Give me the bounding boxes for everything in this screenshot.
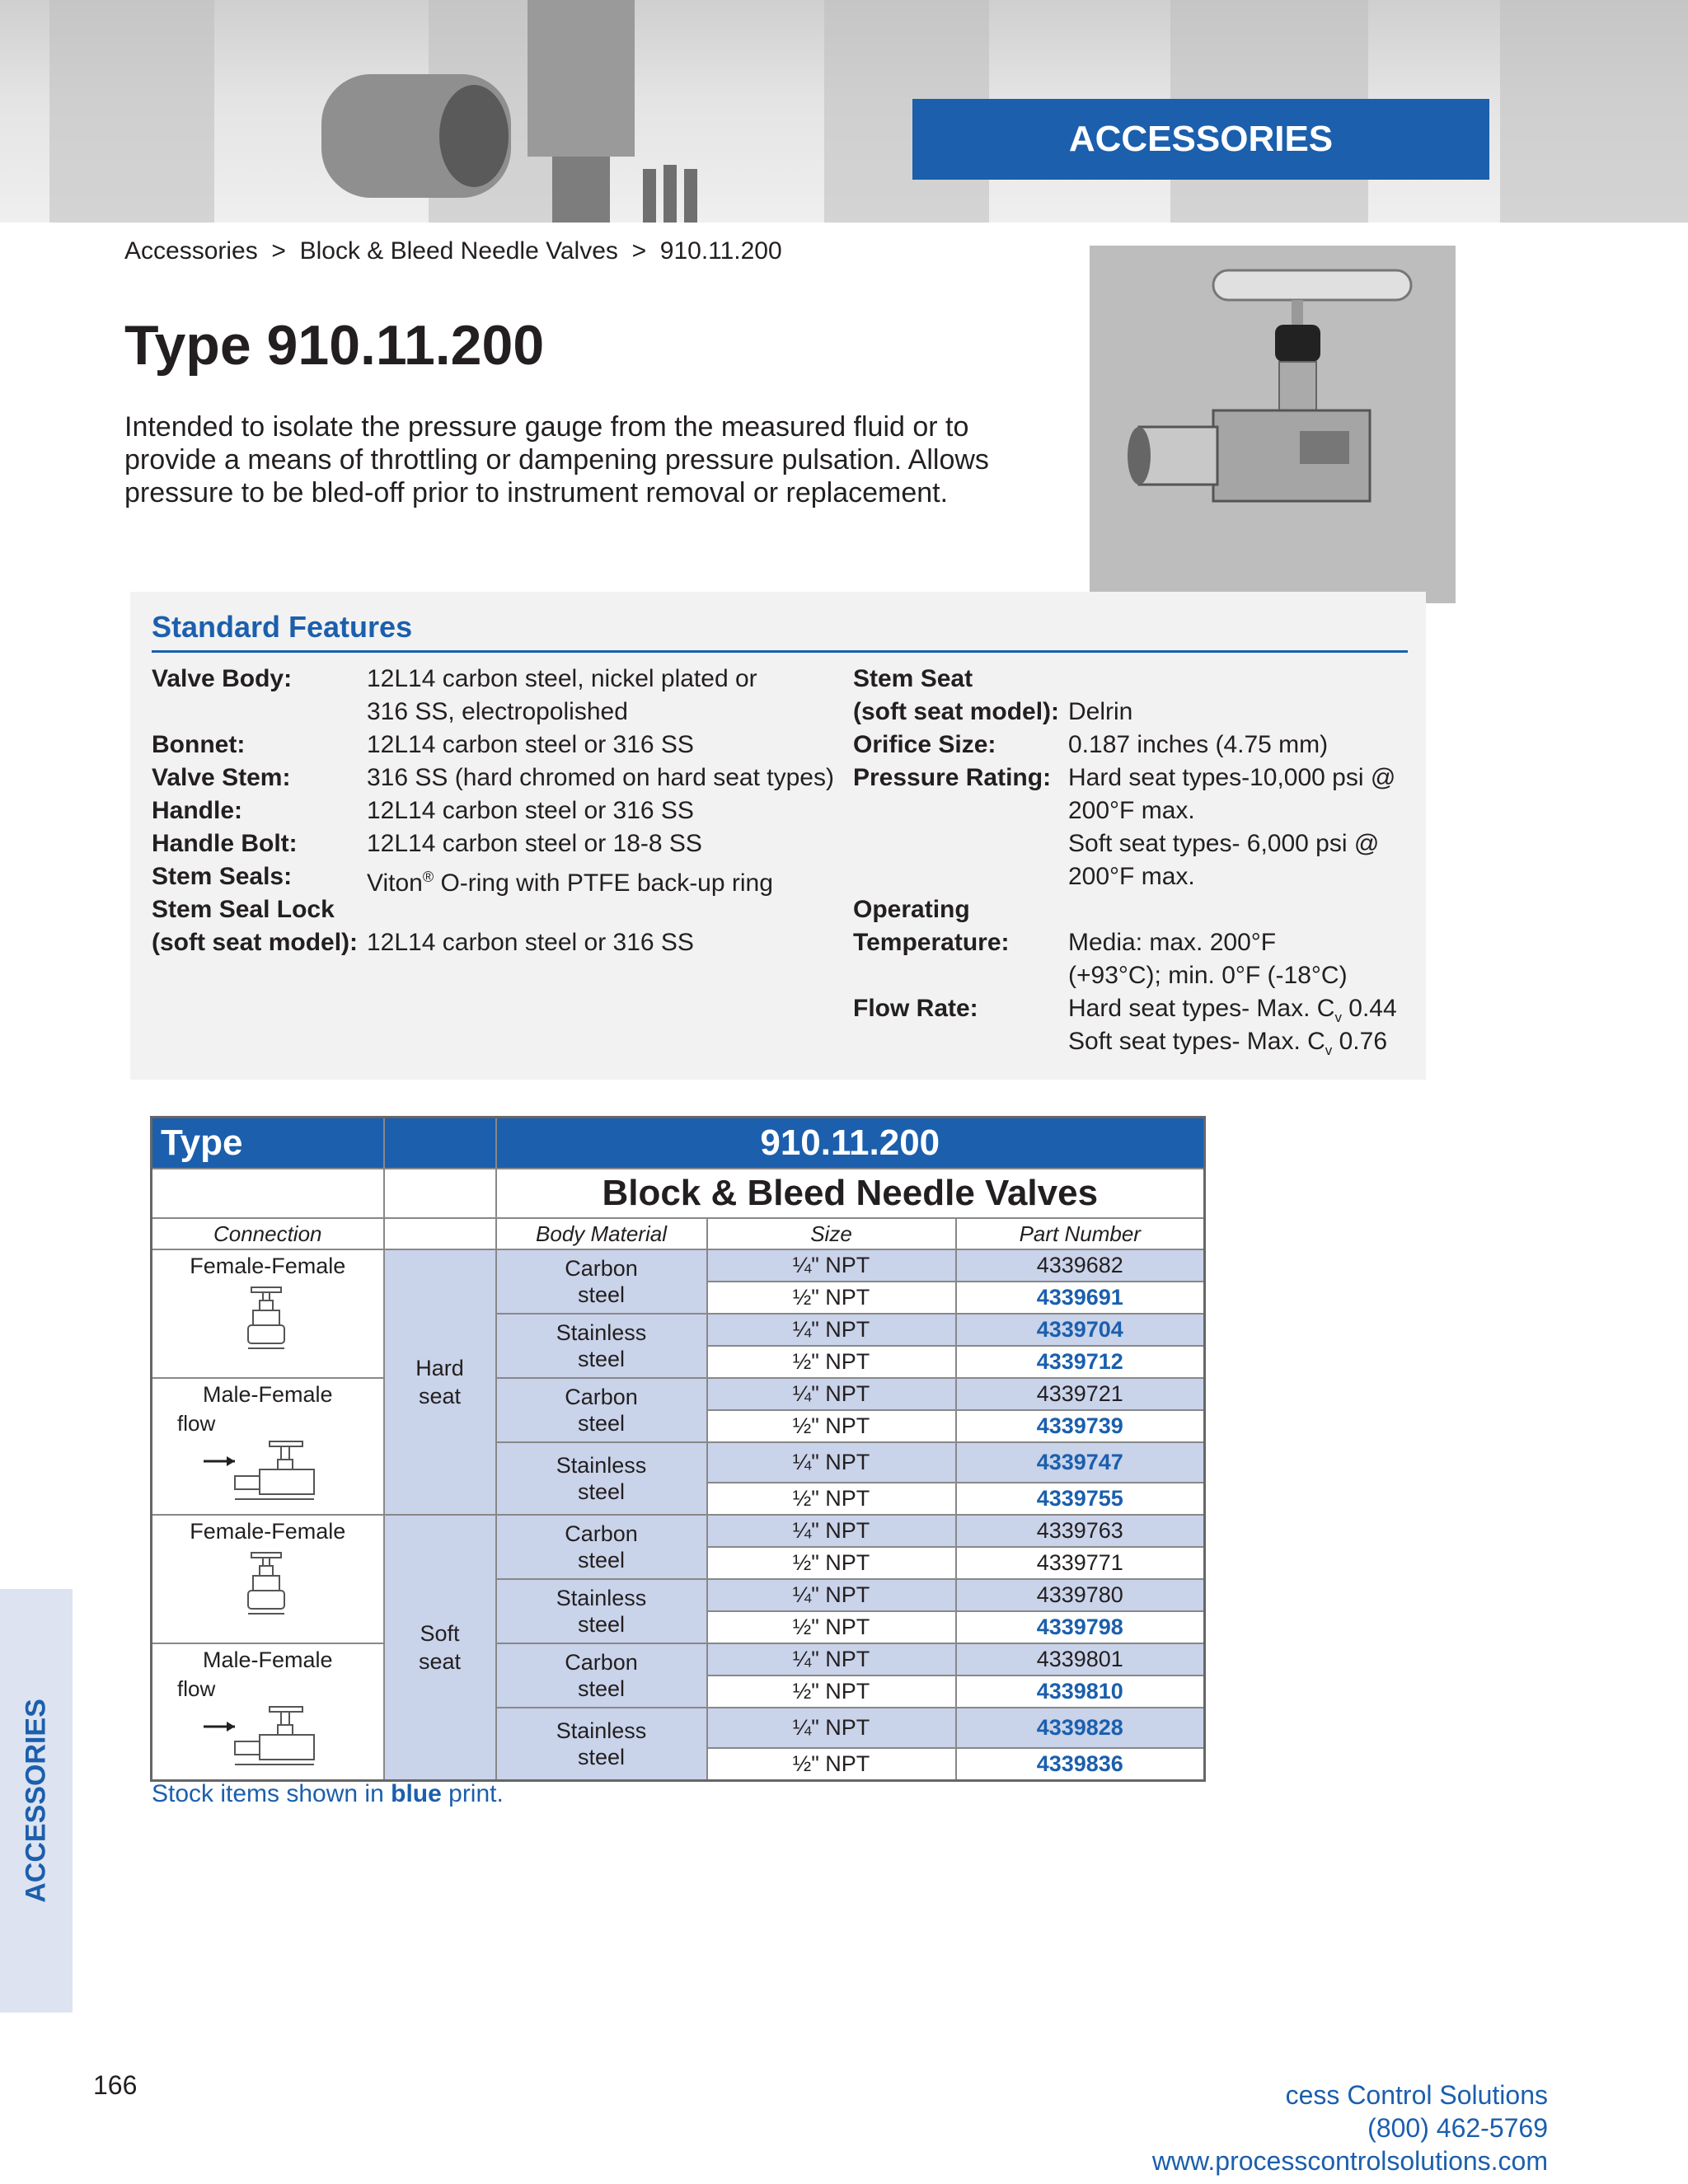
table-row (152, 1515, 1205, 1547)
connection-cell (152, 1378, 384, 1515)
connection-label: Male-Female (202, 1647, 333, 1672)
connection-label: Female-Female (190, 1254, 346, 1278)
header-empty-cell (384, 1118, 496, 1169)
column-header-row (152, 1218, 1205, 1249)
feature-label: (soft seat model): (853, 698, 1060, 725)
flow-label: flow (177, 1676, 216, 1701)
feature-value: Soft seat types- 6,000 psi @ (1068, 830, 1380, 857)
feature-label: Handle: (152, 797, 243, 824)
female-female-valve-icon (235, 1548, 301, 1622)
size-cell: ¼" NPT (707, 1314, 956, 1346)
connection-cell (152, 1643, 384, 1781)
size-cell: ¼" NPT (707, 1442, 956, 1483)
body-material-cell: Stainless steel (496, 1579, 707, 1643)
feature-value: 12L14 carbon steel or 316 SS (367, 929, 694, 956)
feature-value: Hard seat types-10,000 psi @ (1068, 764, 1396, 791)
size-cell: ½" NPT (707, 1611, 956, 1643)
size-cell: ¼" NPT (707, 1378, 956, 1410)
part-number-cell: 4339712 (956, 1346, 1205, 1378)
col-part-number: Part Number (956, 1218, 1205, 1249)
feature-label: Flow Rate: (853, 995, 978, 1022)
table-row (152, 1643, 1205, 1675)
connection-cell (152, 1249, 384, 1378)
feature-value: 200°F max. (1068, 863, 1195, 890)
spec-table (150, 1116, 1206, 1782)
size-cell: ½" NPT (707, 1483, 956, 1515)
part-number-cell: 4339801 (956, 1643, 1205, 1675)
part-number-cell: 4339704 (956, 1314, 1205, 1346)
feature-label: Stem Seal Lock (152, 896, 335, 923)
body-material-cell: Stainless steel (496, 1708, 707, 1781)
banner-photo-tile (1500, 0, 1688, 223)
feature-value: 200°F max. (1068, 797, 1195, 824)
feature-label: Stem Seat (853, 665, 973, 692)
table-row (152, 1378, 1205, 1410)
feature-value: 12L14 carbon steel or 316 SS (367, 731, 694, 758)
body-material-cell: Stainless steel (496, 1314, 707, 1378)
col-size: Size (707, 1218, 956, 1249)
size-cell: ¼" NPT (707, 1708, 956, 1748)
feature-value: 316 SS (hard chromed on hard seat types) (367, 764, 834, 791)
part-number-cell: 4339755 (956, 1483, 1205, 1515)
body-material-cell: Carbon steel (496, 1249, 707, 1314)
part-number-cell: 4339798 (956, 1611, 1205, 1643)
seat-type-label: Soft seat (418, 1621, 462, 1674)
feature-value: Delrin (1068, 698, 1133, 725)
header-empty-cell (384, 1169, 496, 1218)
size-cell: ¼" NPT (707, 1515, 956, 1547)
connection-cell (152, 1515, 384, 1643)
features-divider (152, 650, 1408, 653)
part-number-cell: 4339836 (956, 1748, 1205, 1781)
part-number-cell: 4339747 (956, 1442, 1205, 1483)
feature-label: (soft seat model): (152, 929, 359, 956)
stock-note: Stock items shown in blue print. (152, 1780, 504, 1807)
seat-type-cell (384, 1249, 496, 1515)
seat-type-label: Hard seat (415, 1356, 464, 1408)
body-material-cell: Stainless steel (496, 1442, 707, 1515)
type-value: 910.11.200 (496, 1118, 1205, 1169)
feature-label: Temperature: (853, 929, 1010, 956)
connection-label: Male-Female (202, 1382, 333, 1407)
connection-label: Female-Female (190, 1519, 346, 1544)
part-number-cell: 4339810 (956, 1675, 1205, 1708)
intro-paragraph: Intended to isolate the pressure gauge from the measured fluid or to provide a means of throttling or dampening pressure pulsation. Allows pressure to be bled-off prior to instrument removal or replacement. (124, 411, 989, 509)
feature-label: Valve Stem: (152, 764, 291, 791)
col-body-material: Body Material (496, 1218, 707, 1249)
table-header-row (152, 1118, 1205, 1169)
table-body (152, 1249, 1205, 1781)
feature-label: Handle Bolt: (152, 830, 298, 857)
banner-photo-tile (49, 0, 214, 223)
feature-value: Viton® O-ring with PTFE back-up ring (367, 869, 773, 897)
page-title: Type 910.11.200 (124, 314, 545, 377)
size-cell: ¼" NPT (707, 1249, 956, 1282)
features-heading: Standard Features (152, 610, 413, 644)
table-subtitle-row (152, 1169, 1205, 1218)
seat-type-cell (384, 1515, 496, 1781)
feature-value: Hard seat types- Max. $C_v$ 0.44 (1068, 995, 1397, 1025)
male-female-valve-icon (202, 1440, 334, 1514)
footer-contact (1152, 2079, 1548, 2177)
feature-value: Media: max. 200°F (1068, 929, 1277, 956)
col-connection: Connection (152, 1218, 384, 1249)
feature-label: Bonnet: (152, 731, 246, 758)
feature-label: Stem Seals: (152, 863, 293, 890)
feature-label: Orifice Size: (853, 731, 996, 758)
body-material-cell: Carbon steel (496, 1515, 707, 1579)
side-tab (0, 1589, 73, 2013)
footer-company: cess Control Solutions (1285, 2080, 1548, 2110)
footer-url[interactable]: www.processcontrolsolutions.com (1151, 2146, 1548, 2176)
breadcrumb: Accessories > Block & Bleed Needle Valves > 910.11.200 (124, 237, 782, 265)
size-cell: ½" NPT (707, 1346, 956, 1378)
table-subtitle: Block & Bleed Needle Valves (496, 1169, 1205, 1218)
size-cell: ½" NPT (707, 1675, 956, 1708)
size-cell: ¼" NPT (707, 1579, 956, 1611)
part-number-cell: 4339682 (956, 1249, 1205, 1282)
feature-value: 0.187 inches (4.75 mm) (1068, 731, 1329, 758)
feature-value: 12L14 carbon steel or 316 SS (367, 797, 694, 824)
page-number: 166 (93, 2070, 138, 2100)
part-number-cell: 4339763 (956, 1515, 1205, 1547)
size-cell: ½" NPT (707, 1410, 956, 1442)
feature-value: 12L14 carbon steel or 18-8 SS (367, 830, 702, 857)
feature-value: 12L14 carbon steel, nickel plated or (367, 665, 757, 692)
feature-label: Pressure Rating: (853, 764, 1052, 791)
feature-value: Soft seat types- Max. $C_v$ 0.76 (1068, 1028, 1388, 1058)
part-number-cell: 4339739 (956, 1410, 1205, 1442)
size-cell: ½" NPT (707, 1547, 956, 1579)
feature-label: Valve Body: (152, 665, 293, 692)
footer-phone: (800) 462-5769 (1367, 2113, 1548, 2143)
feature-label: Operating (853, 896, 970, 923)
flow-label: flow (177, 1411, 216, 1436)
table-row (152, 1249, 1205, 1282)
part-number-cell: 4339691 (956, 1282, 1205, 1314)
type-label: Type (152, 1118, 384, 1169)
body-material-cell: Carbon steel (496, 1643, 707, 1708)
product-photo (1090, 246, 1456, 603)
col-seat (384, 1218, 496, 1249)
part-number-cell: 4339780 (956, 1579, 1205, 1611)
side-tab-label: ACCESSORIES (20, 1699, 52, 1903)
body-material-cell: Carbon steel (496, 1378, 707, 1442)
feature-value: (+93°C); min. 0°F (-18°C) (1068, 962, 1348, 989)
size-cell: ¼" NPT (707, 1643, 956, 1675)
header-empty-cell (152, 1169, 384, 1218)
female-female-valve-icon (235, 1282, 301, 1357)
feature-value: 316 SS, electropolished (367, 698, 628, 725)
male-female-valve-icon (202, 1705, 334, 1779)
part-number-cell: 4339721 (956, 1378, 1205, 1410)
part-number-cell: 4339828 (956, 1708, 1205, 1748)
fittings-photo (305, 0, 734, 223)
size-cell: ½" NPT (707, 1748, 956, 1781)
part-number-cell: 4339771 (956, 1547, 1205, 1579)
size-cell: ½" NPT (707, 1282, 956, 1314)
section-tab: ACCESSORIES (912, 99, 1489, 180)
